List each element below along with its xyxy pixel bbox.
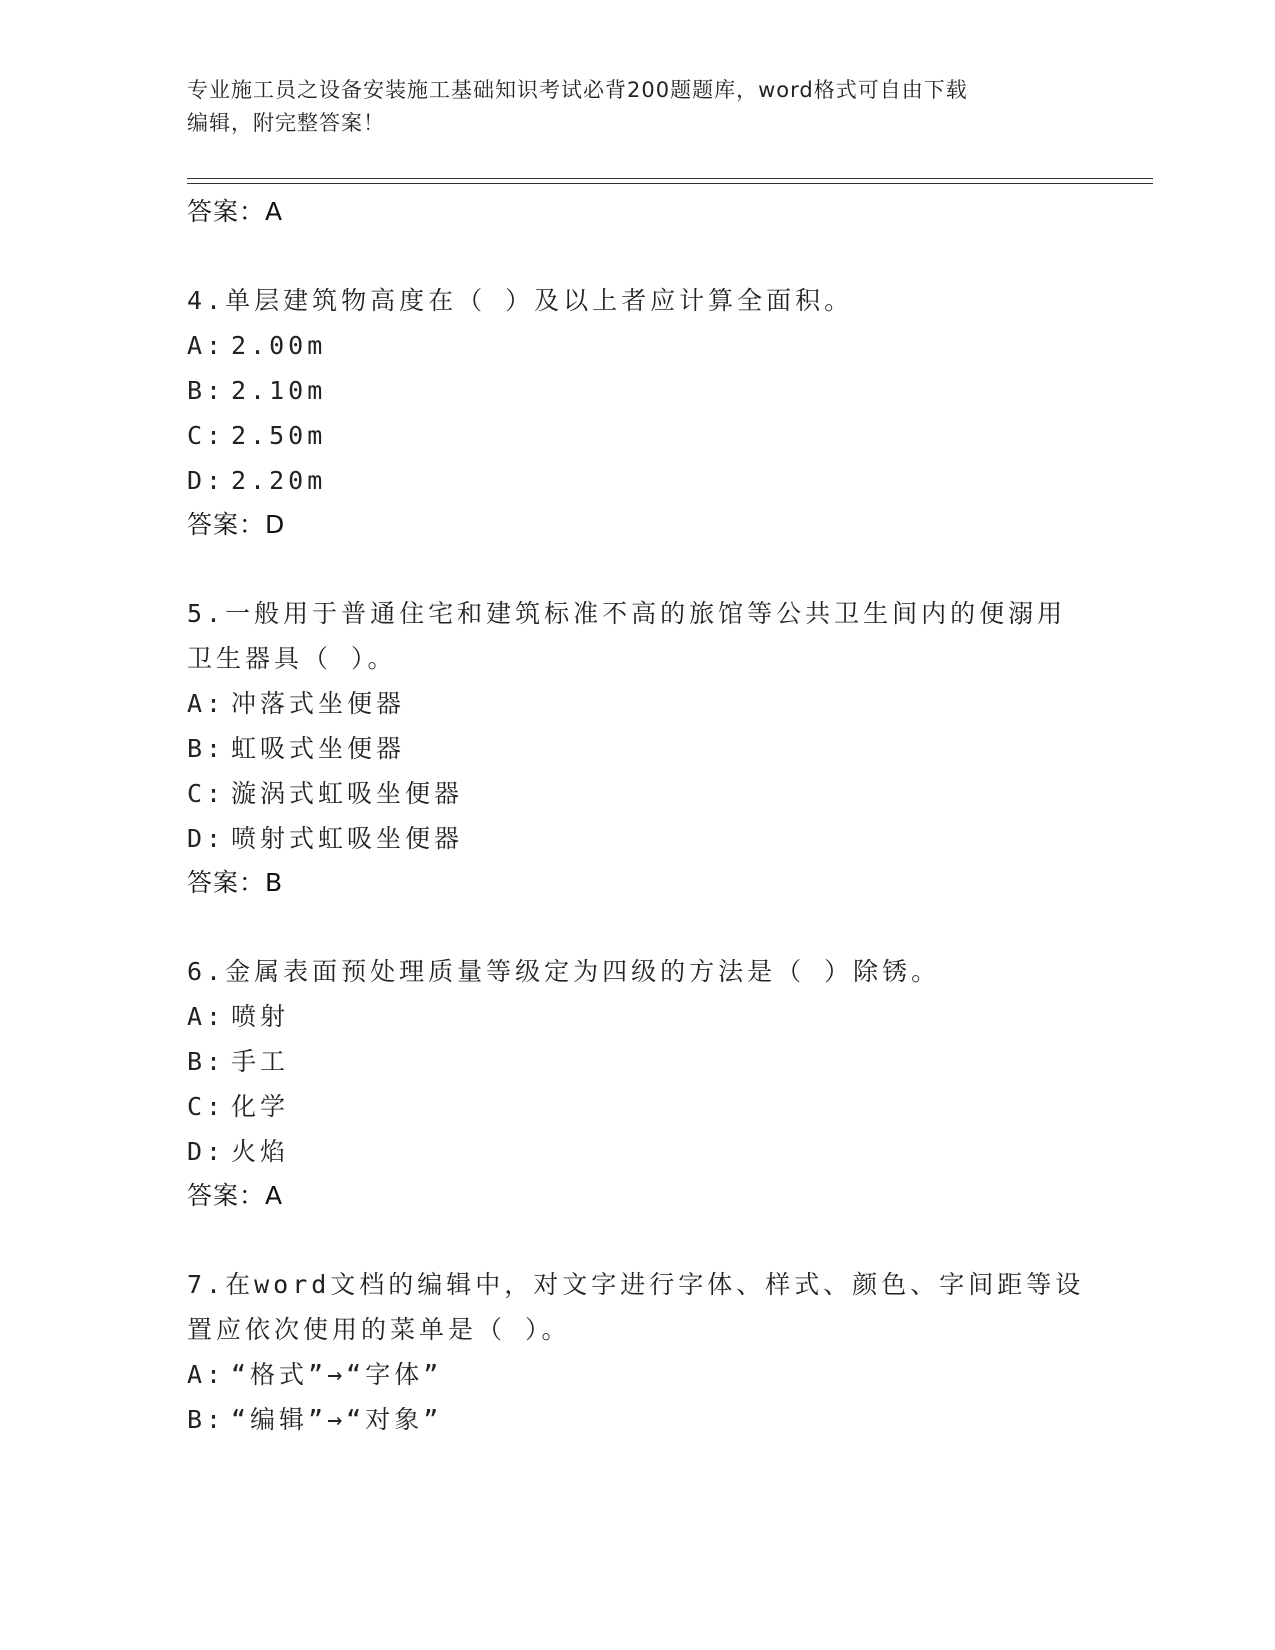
option-key: B: [187, 1047, 226, 1076]
option-c [187, 771, 1087, 816]
option-b [187, 368, 1087, 413]
option-key: B: [187, 734, 226, 763]
question-line-2: 置应依次使用的菜单是（ ）。 [187, 1315, 571, 1344]
option-text: 虹吸式坐便器 [231, 734, 406, 763]
option-key: C: [187, 779, 226, 808]
option-c [187, 413, 1087, 458]
option-a [187, 681, 1087, 726]
header-line-1: 专业施工员之设备安装施工基础知识考试必背200题题库，word格式可自由下载 [187, 78, 968, 102]
option-text: 2.00m [231, 331, 327, 360]
option-key: D: [187, 824, 226, 853]
question-line-1: 7.在word文档的编辑中，对文字进行字体、样式、颜色、字间距等设 [187, 1270, 1085, 1299]
option-key: A: [187, 331, 226, 360]
option-text: 化学 [231, 1092, 290, 1121]
document-body [187, 190, 1087, 1442]
option-text: “编辑”→“对象” [231, 1405, 443, 1434]
document-header [187, 74, 1087, 140]
answer-line: 答案：D [187, 510, 286, 539]
option-d [187, 458, 1087, 503]
option-text: “格式”→“字体” [231, 1360, 443, 1389]
question-text [187, 1262, 1087, 1352]
option-key: C: [187, 421, 226, 450]
question-line-1: 6.金属表面预处理质量等级定为四级的方法是（ ）除锈。 [187, 957, 941, 986]
option-key: A: [187, 689, 226, 718]
option-text: 冲落式坐便器 [231, 689, 406, 718]
option-text: 漩涡式虹吸坐便器 [231, 779, 464, 808]
header-line-2: 编辑，附完整答案！ [187, 111, 385, 135]
option-d [187, 1129, 1087, 1174]
option-d [187, 816, 1087, 861]
question-text [187, 949, 1087, 994]
option-key: A: [187, 1360, 226, 1389]
option-a [187, 994, 1087, 1039]
option-text: 2.50m [231, 421, 327, 450]
question-text [187, 591, 1087, 681]
option-text: 手工 [231, 1047, 290, 1076]
question-line-2: 卫生器具（ ）。 [187, 644, 397, 673]
option-b [187, 1397, 1087, 1442]
option-key: C: [187, 1092, 226, 1121]
option-c [187, 1084, 1087, 1129]
option-key: B: [187, 1405, 226, 1434]
question-block-5 [187, 591, 1087, 905]
previous-answer: 答案：A [187, 197, 284, 226]
option-text: 火焰 [231, 1137, 290, 1166]
option-b [187, 1039, 1087, 1084]
answer-line: 答案：B [187, 868, 284, 897]
question-block-6 [187, 949, 1087, 1218]
option-key: B: [187, 376, 226, 405]
option-key: D: [187, 466, 226, 495]
option-b [187, 726, 1087, 771]
header-rule-top [187, 178, 1153, 179]
question-line-1: 4.单层建筑物高度在（ ）及以上者应计算全面积。 [187, 286, 854, 315]
option-text: 2.10m [231, 376, 327, 405]
option-key: A: [187, 1002, 226, 1031]
question-line-1: 5.一般用于普通住宅和建筑标准不高的旅馆等公共卫生间内的便溺用 [187, 599, 1067, 628]
option-key: D: [187, 1137, 226, 1166]
option-a [187, 323, 1087, 368]
header-rule-bottom [187, 183, 1153, 184]
option-text: 喷射式虹吸坐便器 [231, 824, 464, 853]
option-a [187, 1352, 1087, 1397]
answer-line: 答案：A [187, 1181, 284, 1210]
question-text [187, 278, 1087, 323]
question-block-7 [187, 1262, 1087, 1442]
option-text: 喷射 [231, 1002, 290, 1031]
question-block-4 [187, 278, 1087, 547]
option-text: 2.20m [231, 466, 327, 495]
